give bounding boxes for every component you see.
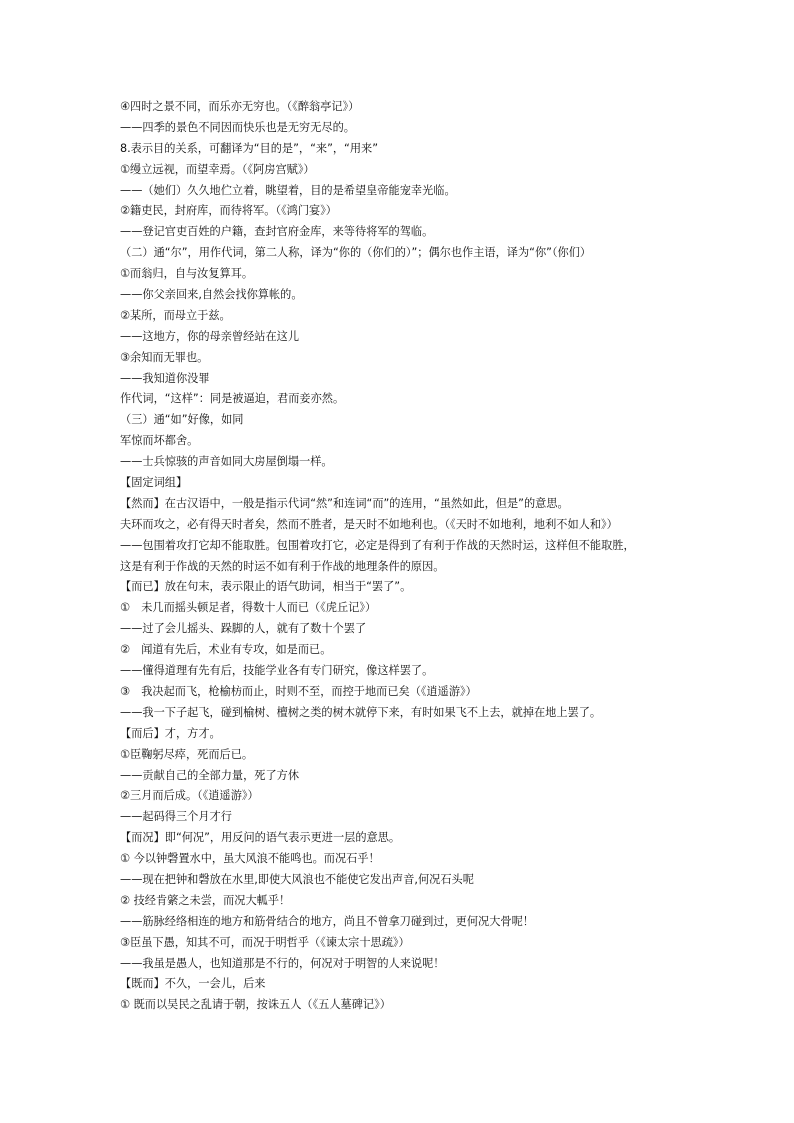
text-line: （三）通“如”好像，如同 <box>120 413 244 427</box>
text-line: ①缦立远视，而望幸焉。（《阿房宫赋》） <box>120 162 315 176</box>
text-line: 这是有利于作战的天然的时运不如有利于作战的地理条件的原因。 <box>120 559 445 573</box>
text-line: ——我知道你没罪 <box>120 371 210 385</box>
text-line: 【然而】在古汉语中，一般是指示代词“然”和连词“而”的连用，“虽然如此，但是”的意思。 <box>120 496 569 510</box>
text-line: ①而翁归，自与汝复算耳。 <box>120 267 254 281</box>
text-line: ——四季的景色不同因而快乐也是无穷无尽的。 <box>120 120 355 134</box>
text-line: 【既而】不久，一会儿，后来 <box>120 977 266 991</box>
text-line: 军惊而坏都舍。 <box>120 434 199 448</box>
text-line: ——贡献自己的全部力量，死了方休 <box>120 768 300 782</box>
text-line: 【而况】即“何况”，用反问的语气表示更进一层的意思。 <box>120 831 401 845</box>
text-line: ② 技经肯綮之未尝，而况大軱乎！ <box>120 893 291 907</box>
text-line: ——（她们）久久地伫立着，眺望着，目的是希望皇帝能宠幸光临。 <box>120 183 456 197</box>
text-line: ②籍吏民，封府库，而待将军。（《鸿门宴》） <box>120 204 337 218</box>
text-line: 作代词，“这样”：同是被逼迫，君而妾亦然。 <box>120 392 345 406</box>
text-line: ④四时之景不同，而乐亦无穷也。（《醉翁亭记》） <box>120 100 360 113</box>
text-line: ——现在把钟和磬放在水里,即使大风浪也不能使它发出声音,何况石头呢 <box>120 872 474 886</box>
text-line: （二）通“尔”，用作代词，第二人称，译为“你的（你们的）”；偶尔也作主语，译为“你”（你们） <box>120 246 592 260</box>
text-line: ① 未几而摇头顿足者，得数十人而已（《虎丘记》） <box>120 601 377 615</box>
text-line: ——我虽是愚人，也知道那是不行的，何况对于明智的人来说呢！ <box>120 956 445 970</box>
text-line: 【而后】才，方才。 <box>120 726 221 740</box>
text-line: ——这地方，你的母亲曾经站在这儿 <box>120 329 300 343</box>
text-line: ③余知而无罪也。 <box>120 350 209 364</box>
text-line: 【固定词组】 <box>120 476 188 490</box>
text-line: ——登记官吏百姓的户籍，查封官府金库，来等待将军的驾临。 <box>120 225 434 239</box>
text-line: ——懂得道理有先有后，技能学业各有专门研究，像这样罢了。 <box>120 664 434 678</box>
text-line: ②某所，而母立于兹。 <box>120 308 231 322</box>
text-line: ——我一下子起飞，碰到榆树、檀树之类的树木就停下来，有时如果飞不上去，就掉在地上罢了。 <box>120 705 602 719</box>
text-line: 8.表示目的关系，可翻译为“目的是”，“来”，“用来” <box>120 141 379 155</box>
text-line: ③ 我决起而飞，枪榆枋而止，时则不至，而控于地而已矣（《逍遥游》） <box>120 684 477 698</box>
text-line: ——起码得三个月才行 <box>120 810 232 824</box>
text-line: ① 既而以吴民之乱请于朝，按诛五人（《五人墓碑记》） <box>120 998 391 1012</box>
document-text-block <box>120 97 680 1016</box>
text-line: 【而已】放在句末，表示限止的语气助词，相当于“罢了”。 <box>120 580 412 594</box>
text-line: 夫环而攻之，必有得天时者矣，然而不胜者，是天时不如地利也。（《天时不如地利，地利不如人和》） <box>120 517 618 531</box>
text-line: ② 闻道有先后，术业有专攻，如是而已。 <box>120 643 332 657</box>
text-line: ——筋脉经络相连的地方和筋骨结合的地方，尚且不曾拿刀碰到过，更何况大骨呢！ <box>120 914 534 928</box>
text-line: ③臣虽下愚，知其不可，而况于明哲乎（《谏太宗十思疏》） <box>120 935 410 949</box>
text-line: ——过了会儿摇头、跺脚的人，就有了数十个罢了 <box>120 622 367 636</box>
text-line: ——你父亲回来,自然会找你算帐的。 <box>120 288 303 302</box>
text-line: ① 今以钟磬置水中，虽大风浪不能鸣也。而况石乎！ <box>120 852 380 866</box>
text-line: ②三月而后成。（《逍遥游》） <box>120 789 259 803</box>
text-line: ——士兵惊骇的声音如同大房屋倒塌一样。 <box>120 455 333 469</box>
text-line: ——包围着攻打它却不能取胜。包围着攻打它，必定是得到了有利于作战的天然时运，这样但不能取胜， <box>120 538 635 552</box>
text-line: ①臣鞠躬尽瘁，死而后已。 <box>120 747 254 761</box>
